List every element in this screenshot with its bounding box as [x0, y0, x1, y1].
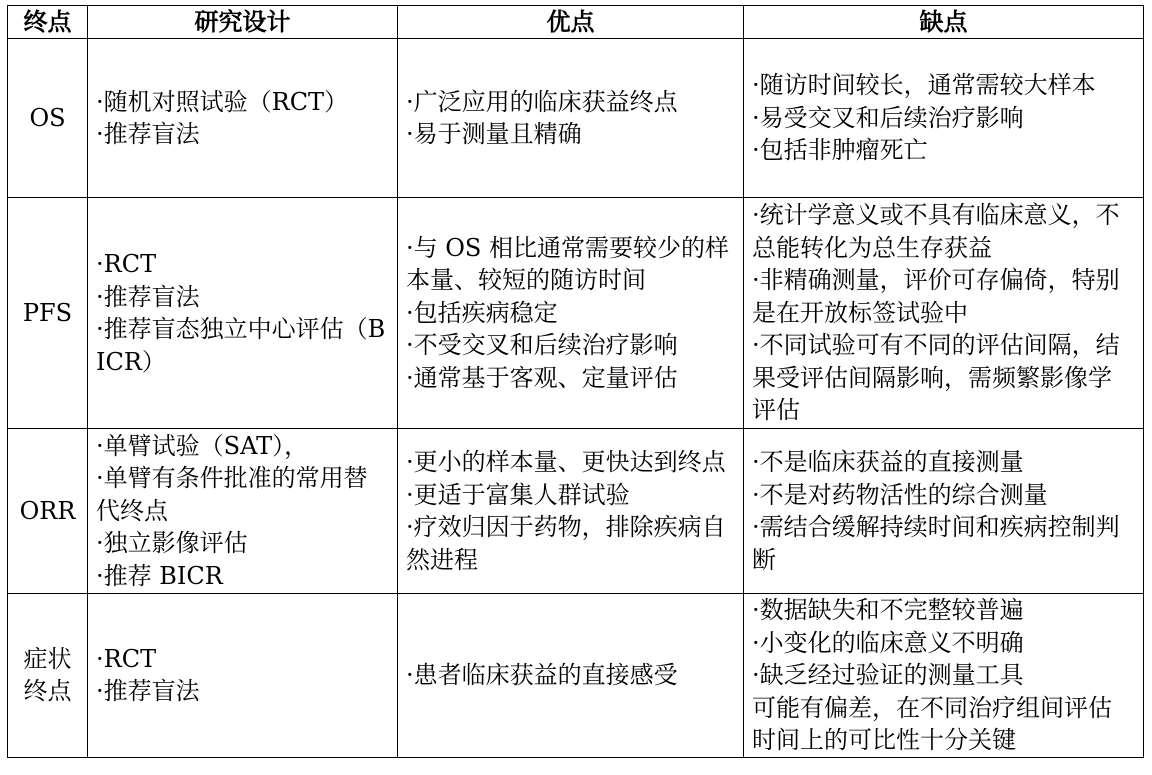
table-row — [8, 198, 1144, 429]
design-item: ·推荐盲法 — [96, 282, 200, 311]
pros-item: ·广泛应用的临床获益终点 — [406, 87, 678, 116]
endpoint-cell — [8, 429, 88, 594]
pros-cell — [398, 39, 744, 198]
design-item: ·推荐盲法 — [96, 120, 200, 148]
design-item: ·推荐盲态独立中心评估（BICR） — [96, 315, 386, 376]
table-row — [8, 39, 1144, 198]
header-cons: 缺点 — [744, 6, 1144, 39]
design-item: ·推荐盲法 — [96, 677, 200, 706]
endpoint-label: 症状终点 — [23, 644, 72, 706]
cons-item: ·统计学意义或不具有临床意义，不总能转化为总生存获益 — [752, 201, 1120, 262]
design-item: ·单臂有条件批准的常用替代终点 — [96, 464, 368, 525]
design-cell — [88, 429, 398, 594]
table-row — [8, 594, 1144, 758]
endpoint-cell — [8, 39, 88, 198]
cons-item: ·易受交叉和后续治疗影响 — [752, 103, 1024, 132]
design-item: ·推荐 BICR — [96, 561, 223, 590]
pros-cell — [398, 429, 744, 594]
cons-item: ·缺乏经过验证的测量工具 — [752, 661, 1024, 689]
pros-item: ·不受交叉和后续治疗影响 — [406, 331, 678, 360]
endpoint-label: ORR — [19, 496, 76, 525]
pros-item: ·更小的样本量、更快达到终点 — [406, 448, 726, 476]
endpoint-comparison-table — [7, 5, 1144, 758]
header-endpoint: 终点 — [8, 6, 88, 39]
cons-item: ·非精确测量，评价可存偏倚，特别是在开放标签试验中 — [752, 266, 1120, 327]
cons-cell — [744, 429, 1144, 594]
cons-item: ·随访时间较长，通常需较大样本 — [752, 71, 1096, 100]
design-cell — [88, 594, 398, 758]
design-item: ·RCT — [96, 250, 157, 278]
pros-item: ·易于测量且精确 — [406, 120, 582, 148]
pros-item: ·包括疾病稳定 — [406, 298, 558, 327]
cons-item: ·不同试验可有不同的评估间隔，结果受评估间隔影响，需频繁影像学评估 — [752, 331, 1120, 425]
header-design: 研究设计 — [88, 6, 398, 39]
endpoint-label: PFS — [22, 298, 73, 327]
cons-cell — [744, 198, 1144, 429]
pros-item: ·更适于富集人群试验 — [406, 480, 630, 509]
cons-item: ·数据缺失和不完整较普遍 — [752, 596, 1024, 624]
endpoint-cell — [8, 198, 88, 429]
cons-item: ·小变化的临床意义不明确 — [752, 628, 1024, 657]
design-cell — [88, 39, 398, 198]
cons-cell — [744, 39, 1144, 198]
design-item: ·随机对照试验（RCT） — [96, 87, 349, 116]
pros-item: ·患者临床获益的直接感受 — [406, 661, 678, 689]
header-pros: 优点 — [398, 6, 744, 39]
cons-item: ·不是对药物活性的综合测量 — [752, 480, 1048, 509]
table-header-row — [8, 6, 1144, 39]
pros-item: ·疗效归因于药物，排除疾病自然进程 — [406, 513, 726, 574]
pros-item: ·通常基于客观、定量评估 — [406, 363, 678, 392]
design-item: ·单臂试验（SAT）， — [96, 431, 309, 460]
cons-item: 可能有偏差，在不同治疗组间评估时间上的可比性十分关键 — [752, 693, 1112, 754]
cons-item: ·需结合缓解持续时间和疾病控制判断 — [752, 513, 1120, 574]
pros-item: ·与 OS 相比通常需要较少的样本量、较短的随访时间 — [406, 233, 730, 295]
cons-item: ·包括非肿瘤死亡 — [752, 136, 928, 165]
pros-cell — [398, 198, 744, 429]
design-item: ·独立影像评估 — [96, 529, 248, 558]
cons-item: ·不是临床获益的直接测量 — [752, 448, 1024, 476]
design-cell — [88, 198, 398, 429]
design-item: ·RCT — [96, 644, 157, 673]
endpoint-cell — [8, 594, 88, 758]
pros-cell — [398, 594, 744, 758]
endpoint-label: OS — [29, 103, 66, 132]
cons-cell — [744, 594, 1144, 758]
table-row — [8, 429, 1144, 594]
